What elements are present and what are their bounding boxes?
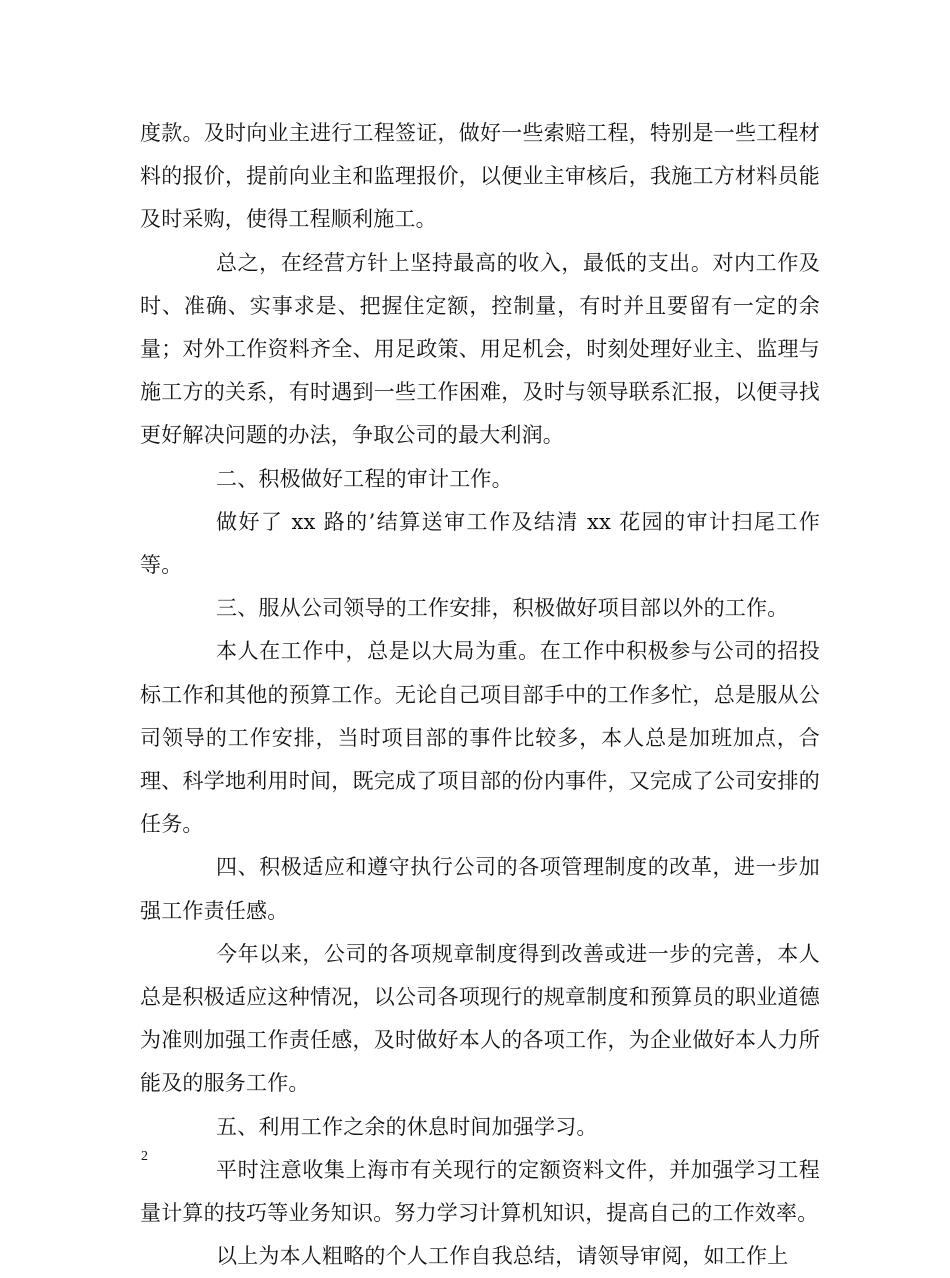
section-heading-adapt: 四、积极适应和遵守执行公司的各项管理制度的改革，进一步加强工作责任感。 xyxy=(140,855,820,923)
paragraph-obey: 本人在工作中，总是以大局为重。在工作中积极参与公司的招投标工作和其他的预算工作。无论自己项目部手中的工作多忙，总是服从公司领导的工作安排，当时项目部的事件比较多，本人总是加班加点，合理、科学地利用时间，既完成了项目部的份内事件，又完成了公司安排的任务。 xyxy=(140,639,820,837)
paragraph-audit: 做好了 xx 路的’结算送审工作及结清 xx 花园的审计扫尾工作等。 xyxy=(140,509,820,578)
section-heading-audit: 二、积极做好工程的审计工作。 xyxy=(216,466,513,491)
paragraph-adapt: 今年以来，公司的各项规章制度得到改善或进一步的完善，本人总是积极适应这种情况，以公司各项现行的规章制度和预算员的职业道德为准则加强工作责任感，及时做好本人的各项工作，为企业做好本人力所能及的服务工作。 xyxy=(140,941,820,1096)
paragraph-study: 平时注意收集上海市有关现行的定额资料文件，并加强学习工程量计算的技巧等业务知识。努力学习计算机知识，提高自己的工作效率。 xyxy=(140,1157,820,1226)
document-body xyxy=(140,112,820,1278)
paragraph-summary: 总之，在经营方针上坚持最高的收入，最低的支出。对内工作及时、准确、实事求是、把握住定额，控制量，有时并且要留有一定的余量；对外工作资料齐全、用足政策、用足机会，时刻处理好业主、监理与施工方的关系，有时遇到一些工作困难，及时与领导联系汇报，以便寻找更好解决问题的办法，争取公司的最大利润。 xyxy=(140,250,820,448)
section-heading-study: 五、利用工作之余的休息时间加强学习。 xyxy=(216,1114,598,1139)
section-heading-obey: 三、服从公司领导的工作安排，积极做好项目部以外的工作。 xyxy=(216,596,789,621)
page-number: 2 xyxy=(141,1149,148,1164)
paragraph-continuation: 度款。及时向业主进行工程签证，做好一些索赔工程，特别是一些工程材料的报价，提前向业主和监理报价，以便业主审核后，我施工方材料员能及时采购，使得工程顺利施工。 xyxy=(140,121,820,232)
paragraph-closing: 以上为本人粗略的个人工作自我总结，请领导审阅，如工作上 xyxy=(216,1244,789,1269)
